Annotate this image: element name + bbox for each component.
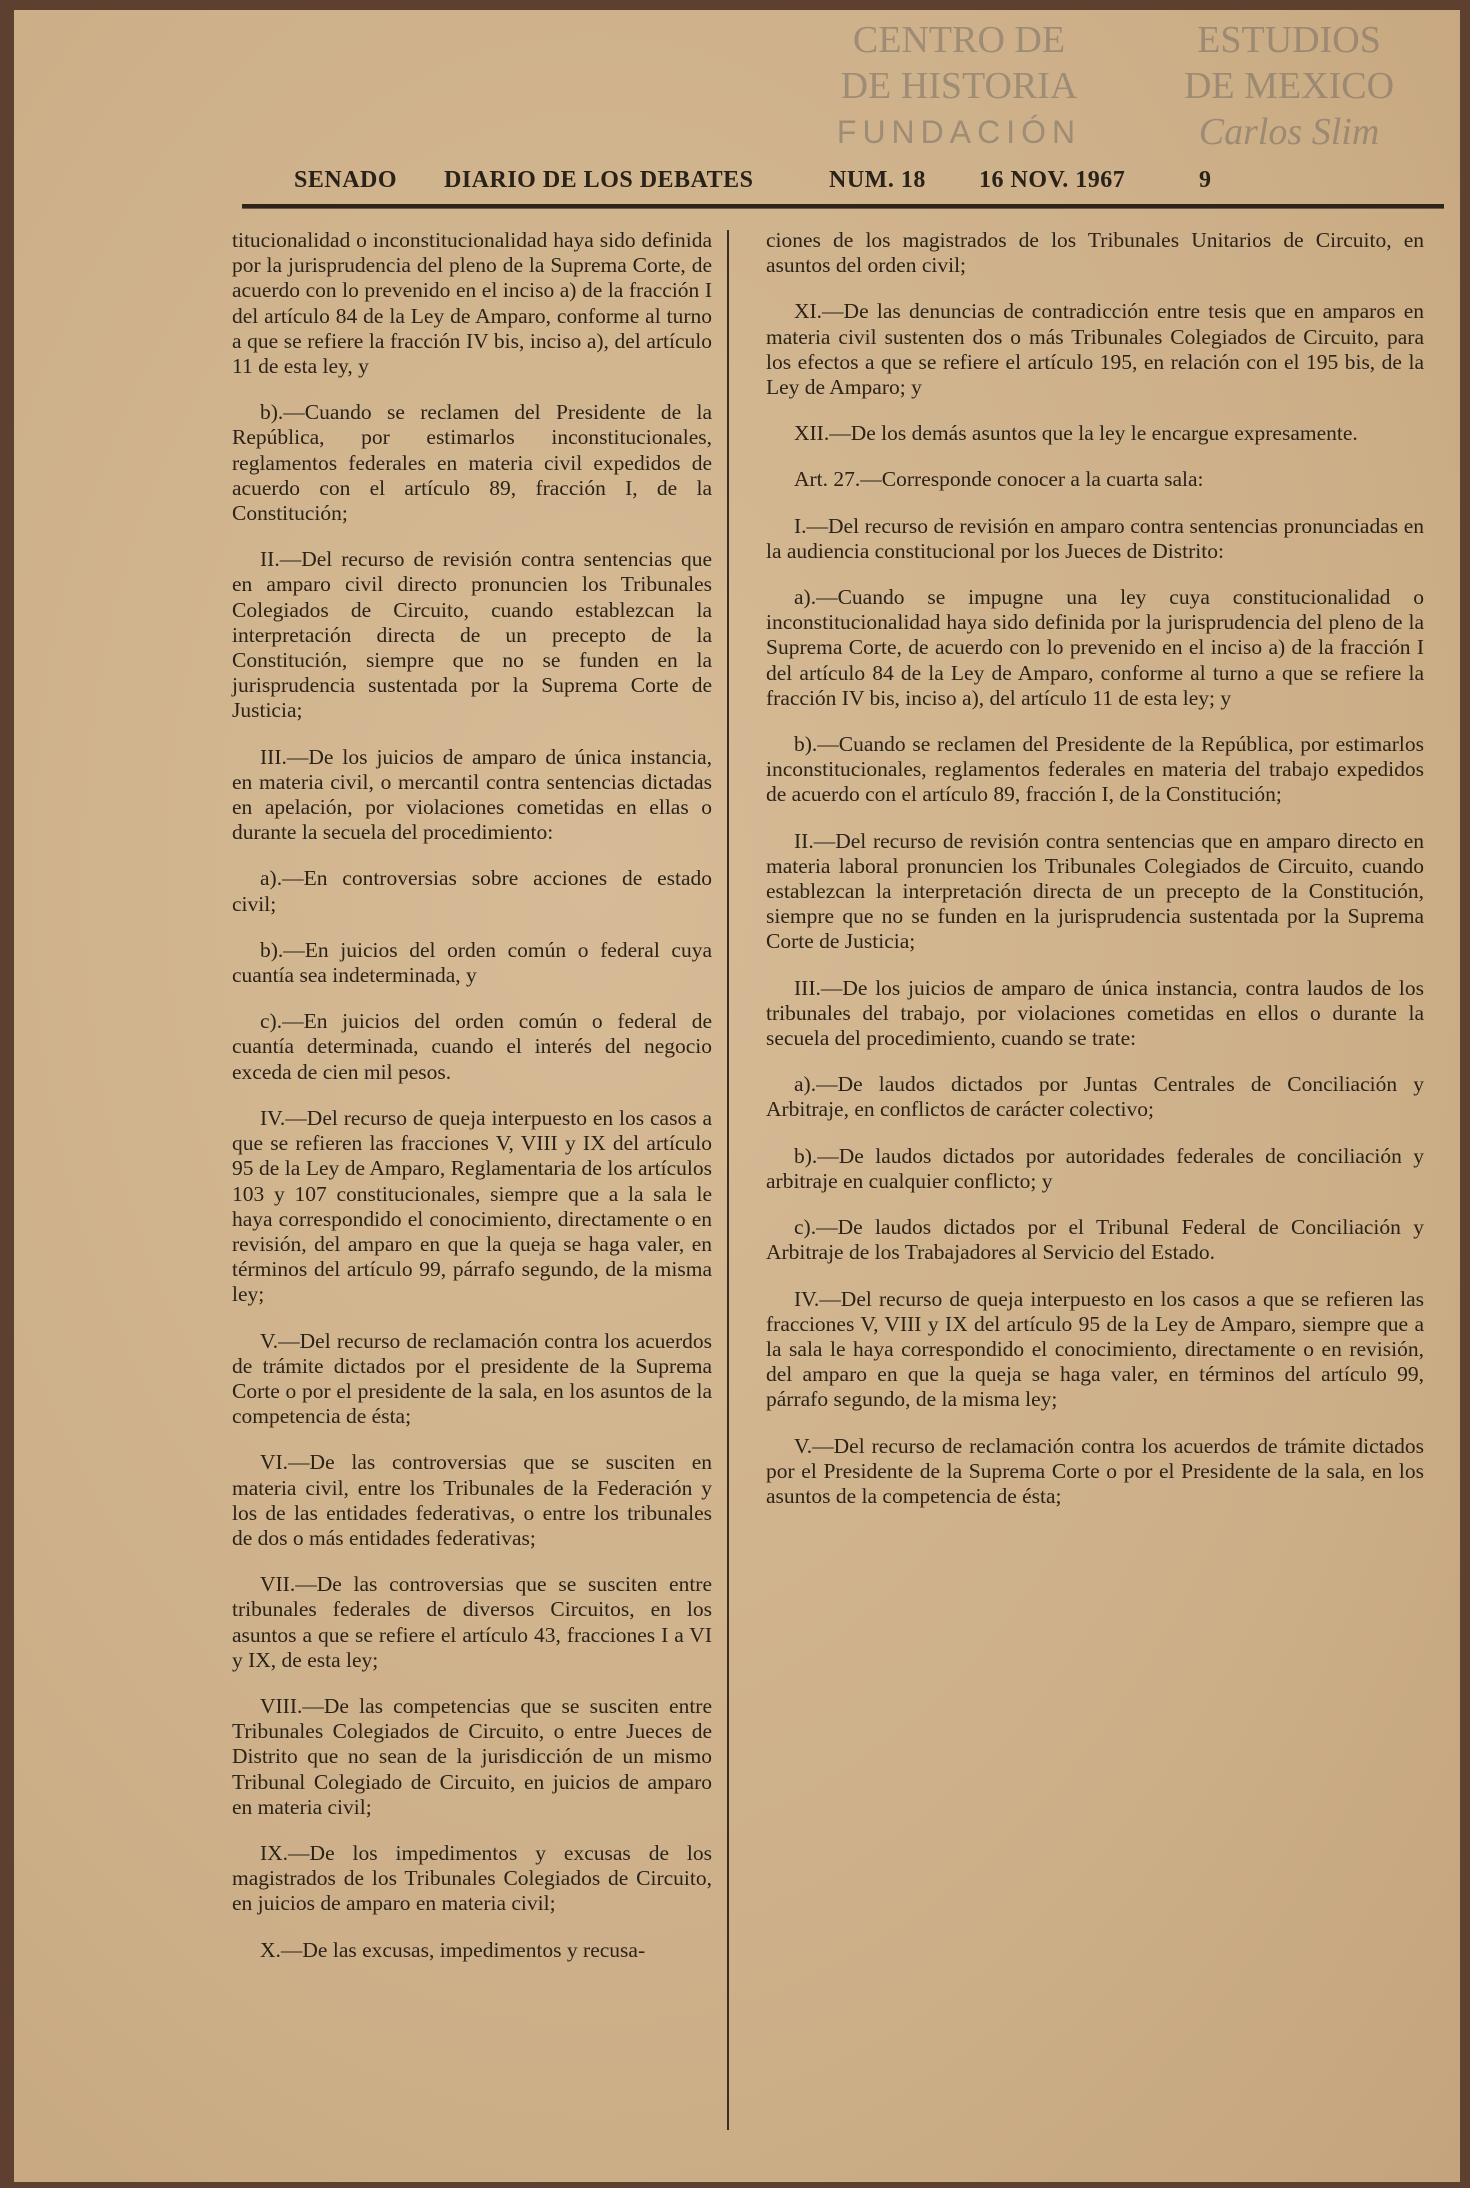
- watermark-line: DE HISTORIA: [840, 65, 1078, 107]
- header-date: 16 NOV. 1967: [979, 167, 1126, 193]
- paragraph: V.—Del recurso de reclamación contra los acuerdos de trámite dictados por el Presidente de la Suprema Corte o por el Presidente de la sala, en los asuntos de la competencia de ésta;: [766, 1433, 1424, 1508]
- paragraph: IV.—Del recurso de queja interpuesto en los casos a que se refieren las fracciones V, VIII y IX del artículo 95 de la Ley de Amparo, Reglamentaria de los artículos 103 y 107 constitucionales, siempre que a la sala le haya correspondido el conocimiento, directamente o en revisión, del amparo en que la queja se haga valer, en términos del artículo 99, párrafo segundo, de la misma ley;: [232, 1105, 712, 1307]
- paragraph: III.—De los juicios de amparo de única instancia, en materia civil, o mercantil contra sentencias dictadas en apelación, por violaciones cometidas en ellas o durante la secuela del procedimiento:: [232, 744, 712, 845]
- header-chamber: SENADO: [294, 167, 398, 193]
- paragraph: III.—De los juicios de amparo de única instancia, contra laudos de los tribunales del trabajo, por violaciones cometidas en ellos o durante la secuela del procedimiento, cuando se trate:: [766, 975, 1424, 1051]
- paragraph: II.—Del recurso de revisión contra sentencias que en amparo civil directo pronuncien los Tribunales Colegiados de Circuito, cuando establezcan la interpretación directa de un precepto de la Constitución, siempre que no se funden en la jurisprudencia sustentada por la Suprema Corte de Justicia;: [232, 547, 712, 723]
- watermark-signature: Carlos Slim: [1198, 111, 1380, 153]
- watermark-line: DE MEXICO: [1183, 65, 1395, 107]
- paragraph: XI.—De las denuncias de contradicción entre tesis que en amparos en materia civil sustenten dos o más Tribunales Colegiados de Circuito, para los efectos a que se refiere el artículo 195, en relación con el 195 bis, de la Ley de Amparo; y: [766, 299, 1424, 400]
- paragraph: b).—De laudos dictados por autoridades federales de conciliación y arbitraje en cualquier conflicto; y: [766, 1143, 1424, 1193]
- paragraph: titucionalidad o inconstitucionalidad haya sido definida por la jurisprudencia del pleno de la Suprema Corte, de acuerdo con lo prevenido en el inciso a) de la fracción I del artículo 84 de la Ley de Amparo, conforme al turno a que se refiere la fracción IV bis, inciso a), del artículo 11 de esta ley, y: [232, 228, 712, 379]
- paragraph: b).—Cuando se reclamen del Presidente de la República, por estimarlos inconstitucionales, reglamentos federales en materia del trabajo expedidos de acuerdo con el artículo 89, fracción I, de la Constitución;: [766, 732, 1424, 807]
- paragraph: XII.—De los demás asuntos que la ley le encargue expresamente.: [794, 421, 1358, 446]
- paragraph: IV.—Del recurso de queja interpuesto en los casos a que se refieren las fracciones V, VIII y IX del artículo 95 de la Ley de Amparo, siempre que a la sala le haya correspondido el conocimiento, directamente o en revisión, del amparo en que la queja se haga valer, en términos del artículo 99, párrafo segundo, de la misma ley;: [766, 1286, 1424, 1412]
- header-number: NUM. 18: [829, 167, 926, 193]
- paragraph: VIII.—De las competencias que se susciten entre Tribunales Colegiados de Circuito, o entre Jueces de Distrito que no sean de la jurisdicción de un mismo Tribunal Colegiado de Circuito, en juicios de amparo en materia civil;: [232, 1693, 712, 1819]
- page-header: [284, 165, 1284, 195]
- paragraph: IX.—De los impedimentos y excusas de los magistrados de los Tribunales Colegiados de Circuito, en juicios de amparo en materia civil;: [232, 1840, 712, 1916]
- header-rule: [242, 204, 1444, 209]
- paragraph: c).—De laudos dictados por el Tribunal Federal de Conciliación y Arbitraje de los Trabajadores al Servicio del Estado.: [766, 1215, 1424, 1265]
- watermark-line: ESTUDIOS: [1197, 19, 1381, 61]
- paragraph: c).—En juicios del orden común o federal de cuantía determinada, cuando el interés del negocio exceda de cien mil pesos.: [232, 1009, 712, 1084]
- left-column: [232, 228, 712, 1984]
- archive-watermark: [804, 18, 1444, 156]
- header-publication: DIARIO DE LOS DEBATES: [444, 167, 754, 193]
- paragraph: VI.—De las controversias que se susciten en materia civil, entre los Tribunales de la Federación y los de las entidades federativas, o entre los tribunales de dos o más entidades federativas;: [232, 1450, 712, 1550]
- paragraph: V.—Del recurso de reclamación contra los acuerdos de trámite dictados por el presidente de la Suprema Corte o por el presidente de la sala, en los asuntos de la competencia de ésta;: [232, 1328, 712, 1429]
- watermark-line: CENTRO DE: [852, 19, 1066, 61]
- paragraph: a).—De laudos dictados por Juntas Centrales de Conciliación y Arbitraje, en conflictos de carácter colectivo;: [766, 1072, 1424, 1122]
- paragraph: VII.—De las controversias que se susciten entre tribunales federales de diversos Circuitos, en los asuntos a que se refiere el artículo 43, fracciones I a VI y IX, de esta ley;: [232, 1572, 712, 1672]
- paragraph: X.—De las excusas, impedimentos y recusa-: [260, 1937, 646, 1962]
- column-divider: [727, 230, 729, 2130]
- paragraph: b).—Cuando se reclamen del Presidente de la República, por estimarlos inconstitucionales, reglamentos federales en materia civil expedidos de acuerdo con el artículo 89, fracción I, de la Constitución;: [232, 400, 712, 526]
- header-page-number: 9: [1199, 167, 1212, 193]
- paragraph: II.—Del recurso de revisión contra sentencias que en amparo directo en materia laboral pronuncien los Tribunales Colegiados de Circuito, cuando establezcan la interpretación directa de un precepto de la Constitución, siempre que no se funden en la jurisprudencia sustentada por la Suprema Corte de Justicia;: [766, 828, 1424, 954]
- watermark-foundation: FUNDACIÓN: [836, 114, 1082, 150]
- paragraph: b).—En juicios del orden común o federal cuya cuantía sea indeterminada, y: [232, 937, 712, 988]
- paragraph: I.—Del recurso de revisión en amparo contra sentencias pronunciadas en la audiencia constitucional por los Jueces de Distrito:: [766, 513, 1424, 563]
- paragraph: ciones de los magistrados de los Tribunales Unitarios de Circuito, en asuntos del orden civil;: [766, 228, 1424, 278]
- paragraph: Art. 27.—Corresponde conocer a la cuarta sala:: [794, 467, 1204, 492]
- right-column: [766, 228, 1424, 1530]
- document-page: [14, 10, 1460, 2182]
- paragraph: a).—En controversias sobre acciones de estado civil;: [232, 866, 712, 916]
- paragraph: a).—Cuando se impugne una ley cuya constitucionalidad o inconstitucionalidad haya sido definida por la jurisprudencia del pleno de la Suprema Corte, de acuerdo con lo prevenido en el inciso a) de la fracción I del artículo 84 de la Ley de Amparo, conforme al turno a que se refiere la fracción IV bis, inciso a), del artículo 11 de esta ley; y: [766, 585, 1424, 710]
